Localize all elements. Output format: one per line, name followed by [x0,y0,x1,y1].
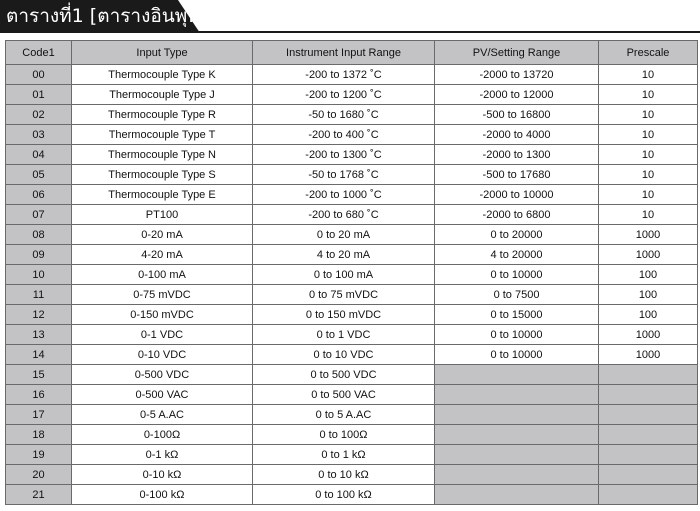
cell-pv-setting-range: -2000 to 1300 [435,145,599,165]
cell-pv-setting-range: 0 to 10000 [435,265,599,285]
table-row [6,225,698,245]
cell-code: 16 [6,385,72,405]
cell-instrument-range: 0 to 10 kΩ [253,465,435,485]
cell-instrument-range: -200 to 400 ˚C [253,125,435,145]
cell-input-type: 0-100 mA [72,265,253,285]
cell-instrument-range: 0 to 500 VDC [253,365,435,385]
cell-code: 08 [6,225,72,245]
cell-input-type: 0-100 kΩ [72,485,253,505]
cell-prescale [599,425,698,445]
cell-prescale: 10 [599,125,698,145]
cell-prescale: 100 [599,265,698,285]
table-row [6,85,698,105]
cell-prescale: 1000 [599,345,698,365]
cell-code: 07 [6,205,72,225]
cell-prescale: 10 [599,165,698,185]
cell-prescale [599,445,698,465]
table-body [6,65,698,505]
header-instrument-range: Instrument Input Range [253,41,435,65]
cell-input-type: 4-20 mA [72,245,253,265]
header-prescale: Prescale [599,41,698,65]
cell-instrument-range: 0 to 1 VDC [253,325,435,345]
cell-code: 15 [6,365,72,385]
table-row [6,145,698,165]
cell-prescale: 10 [599,205,698,225]
table-row [6,305,698,325]
cell-prescale: 10 [599,65,698,85]
cell-pv-setting-range: 0 to 20000 [435,225,599,245]
cell-prescale [599,405,698,425]
cell-prescale: 1000 [599,245,698,265]
cell-input-type: Thermocouple Type K [72,65,253,85]
table-row [6,245,698,265]
table-row [6,185,698,205]
cell-instrument-range: 0 to 1 kΩ [253,445,435,465]
cell-code: 12 [6,305,72,325]
cell-input-type: 0-10 VDC [72,345,253,365]
cell-code: 00 [6,65,72,85]
cell-instrument-range: -200 to 1372 ˚C [253,65,435,85]
table-row [6,165,698,185]
table-row [6,485,698,505]
cell-instrument-range: -200 to 1200 ˚C [253,85,435,105]
header-input-type: Input Type [72,41,253,65]
cell-code: 14 [6,345,72,365]
cell-pv-setting-range: -2000 to 12000 [435,85,599,105]
cell-code: 19 [6,445,72,465]
table-row [6,345,698,365]
cell-input-type: PT100 [72,205,253,225]
table-header-row [6,41,698,65]
table-row [6,465,698,485]
cell-instrument-range: 0 to 100Ω [253,425,435,445]
cell-code: 11 [6,285,72,305]
input-table [5,40,698,505]
cell-code: 20 [6,465,72,485]
title-divider [0,31,700,33]
cell-pv-setting-range [435,445,599,465]
cell-pv-setting-range: -2000 to 10000 [435,185,599,205]
cell-prescale [599,465,698,485]
cell-prescale [599,485,698,505]
cell-code: 01 [6,85,72,105]
cell-pv-setting-range [435,485,599,505]
cell-code: 10 [6,265,72,285]
cell-input-type: Thermocouple Type N [72,145,253,165]
table-row [6,105,698,125]
cell-input-type: 0-5 A.AC [72,405,253,425]
cell-instrument-range: 4 to 20 mA [253,245,435,265]
cell-prescale [599,385,698,405]
cell-code: 05 [6,165,72,185]
cell-pv-setting-range: -500 to 16800 [435,105,599,125]
cell-prescale: 10 [599,145,698,165]
cell-prescale: 1000 [599,325,698,345]
cell-input-type: Thermocouple Type E [72,185,253,205]
cell-input-type: 0-100Ω [72,425,253,445]
cell-pv-setting-range: -2000 to 6800 [435,205,599,225]
page-title: ตารางที่1 [ตารางอินพุท] [6,5,208,27]
cell-prescale: 100 [599,285,698,305]
cell-input-type: Thermocouple Type R [72,105,253,125]
cell-code: 09 [6,245,72,265]
cell-pv-setting-range: 0 to 15000 [435,305,599,325]
cell-pv-setting-range: 4 to 20000 [435,245,599,265]
cell-instrument-range: 0 to 100 kΩ [253,485,435,505]
table-row [6,265,698,285]
table-row [6,365,698,385]
table-row [6,125,698,145]
cell-instrument-range: 0 to 10 VDC [253,345,435,365]
cell-prescale [599,365,698,385]
cell-input-type: Thermocouple Type J [72,85,253,105]
cell-code: 21 [6,485,72,505]
cell-input-type: Thermocouple Type T [72,125,253,145]
table-row [6,445,698,465]
cell-code: 17 [6,405,72,425]
cell-instrument-range: -200 to 1000 ˚C [253,185,435,205]
cell-prescale: 10 [599,185,698,205]
cell-input-type: 0-150 mVDC [72,305,253,325]
cell-pv-setting-range [435,405,599,425]
cell-input-type: 0-75 mVDC [72,285,253,305]
cell-code: 18 [6,425,72,445]
cell-instrument-range: 0 to 500 VAC [253,385,435,405]
cell-input-type: 0-500 VAC [72,385,253,405]
cell-instrument-range: 0 to 75 mVDC [253,285,435,305]
cell-pv-setting-range [435,465,599,485]
cell-pv-setting-range [435,385,599,405]
table-row [6,325,698,345]
cell-pv-setting-range: -2000 to 4000 [435,125,599,145]
cell-pv-setting-range: -500 to 17680 [435,165,599,185]
cell-prescale: 100 [599,305,698,325]
cell-code: 13 [6,325,72,345]
table-row [6,65,698,85]
cell-instrument-range: 0 to 150 mVDC [253,305,435,325]
cell-instrument-range: 0 to 5 A.AC [253,405,435,425]
cell-instrument-range: -200 to 680 ˚C [253,205,435,225]
header-pv-setting-range: PV/Setting Range [435,41,599,65]
cell-instrument-range: -50 to 1768 ˚C [253,165,435,185]
table-row [6,385,698,405]
table-row [6,405,698,425]
cell-input-type: 0-500 VDC [72,365,253,385]
cell-input-type: 0-20 mA [72,225,253,245]
cell-code: 03 [6,125,72,145]
cell-code: 02 [6,105,72,125]
cell-pv-setting-range: 0 to 10000 [435,325,599,345]
cell-input-type: Thermocouple Type S [72,165,253,185]
header-code: Code1 [6,41,72,65]
cell-instrument-range: -50 to 1680 ˚C [253,105,435,125]
cell-prescale: 1000 [599,225,698,245]
cell-instrument-range: -200 to 1300 ˚C [253,145,435,165]
cell-prescale: 10 [599,105,698,125]
table-row [6,285,698,305]
cell-instrument-range: 0 to 20 mA [253,225,435,245]
cell-pv-setting-range [435,365,599,385]
cell-input-type: 0-10 kΩ [72,465,253,485]
cell-instrument-range: 0 to 100 mA [253,265,435,285]
cell-pv-setting-range [435,425,599,445]
table-row [6,425,698,445]
cell-pv-setting-range: 0 to 7500 [435,285,599,305]
cell-prescale: 10 [599,85,698,105]
cell-code: 04 [6,145,72,165]
cell-input-type: 0-1 VDC [72,325,253,345]
cell-pv-setting-range: -2000 to 13720 [435,65,599,85]
cell-code: 06 [6,185,72,205]
cell-pv-setting-range: 0 to 10000 [435,345,599,365]
table-row [6,205,698,225]
cell-input-type: 0-1 kΩ [72,445,253,465]
